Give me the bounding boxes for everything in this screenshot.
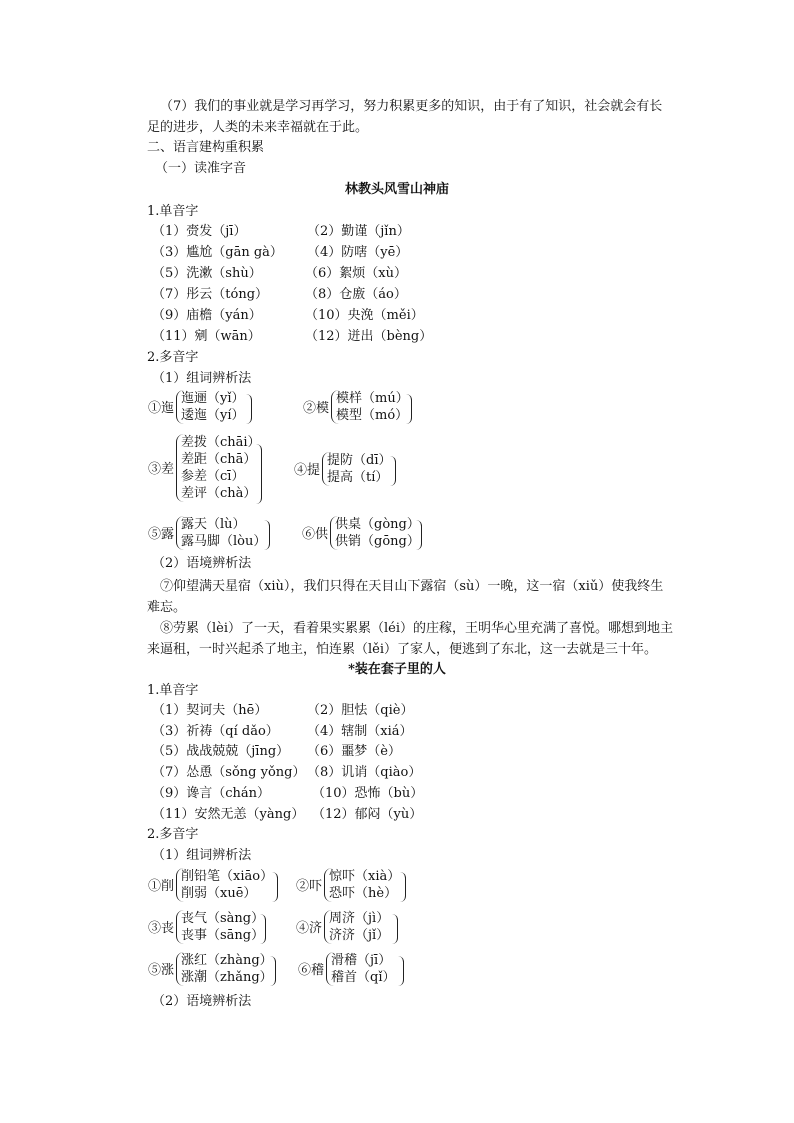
- lesson2-single-heading: 1.单音字: [147, 683, 199, 698]
- group-key: ⑤涨: [148, 963, 175, 978]
- brace-close: [390, 456, 396, 486]
- lesson2-word: （4）辖制（xiá）: [307, 724, 413, 739]
- lesson2-word: （9）谗言（chán）: [152, 786, 271, 801]
- group-item: 差距（chā）: [181, 452, 257, 467]
- lesson1-single-heading: 1.单音字: [147, 204, 199, 219]
- group-key: ②模: [303, 401, 330, 416]
- lesson2-word: （6）噩梦（è）: [307, 744, 401, 759]
- group-item: 削铅笔（xiāo）: [181, 869, 274, 884]
- lesson1-word: （6）絮烦（xù）: [305, 266, 407, 281]
- brace-close: [246, 394, 252, 424]
- group-item: 稽首（qǐ）: [331, 970, 396, 985]
- lesson1-method2: （2）语境辨析法: [152, 556, 252, 571]
- lesson2-title: *装在套子里的人: [348, 662, 446, 677]
- lesson1-word: （7）彤云（tóng）: [152, 287, 269, 302]
- group-item: 差评（chà）: [181, 486, 257, 501]
- lesson2-word: （8）讥诮（qiào）: [307, 765, 422, 780]
- group-item: 参差（cī）: [181, 469, 245, 484]
- brace-close: [260, 914, 266, 944]
- lesson1-word: （1）赍发（jī）: [152, 224, 247, 239]
- group-item: 供销（gōng）: [335, 534, 420, 549]
- group-key: ⑤露: [148, 527, 175, 542]
- group-item: 露马脚（lòu）: [181, 534, 267, 549]
- intro-paragraph: （7）我们的事业就是学习再学习，努力积累更多的知识，由于有了知识，社会就会有长足的进步，人类的未来幸福就在于此。: [147, 99, 663, 135]
- group-key: ⑥稽: [298, 963, 325, 978]
- group-item: 模样（mú）: [336, 391, 409, 406]
- group-item: 恐吓（hè）: [329, 886, 398, 901]
- lesson2-word: （5）战战兢兢（jīng）: [152, 744, 290, 759]
- group-item: 滑稽（jī）: [331, 953, 392, 968]
- brace-close: [406, 394, 412, 424]
- group-item: 提高（tí）: [327, 470, 389, 485]
- brace-close: [400, 872, 406, 902]
- group-item: 周济（jì）: [329, 911, 390, 926]
- subsection-heading: （一）读准字音: [155, 161, 247, 176]
- group-key: ①削: [148, 879, 175, 894]
- brace-close: [416, 520, 422, 550]
- group-item: 丧事（sāng）: [181, 928, 265, 943]
- group-item: 惊吓（xià）: [329, 869, 401, 884]
- lesson2-word: （1）契诃夫（hē）: [152, 703, 268, 718]
- lesson2-word: （3）祈祷（qí dǎo）: [152, 724, 279, 739]
- group-item: 济济（jǐ）: [329, 928, 390, 943]
- lesson1-word: （4）防嗐（yē）: [307, 245, 409, 260]
- group-key: ①迤: [148, 401, 175, 416]
- brace-close: [264, 520, 270, 550]
- lesson2-word: （2）胆怯（qiè）: [307, 703, 414, 718]
- group-item: 逶迤（yí）: [181, 408, 245, 423]
- group-item: 削弱（xuē）: [181, 886, 257, 901]
- brace-close: [272, 872, 278, 902]
- group-item: 模型（mó）: [336, 408, 409, 423]
- lesson1-word: （5）洗漱（shù）: [152, 266, 262, 281]
- brace-close: [392, 914, 398, 944]
- lesson1-word: （11）剜（wān）: [152, 329, 261, 344]
- lesson1-word: （9）庙檐（yán）: [152, 308, 262, 323]
- brace-close: [270, 956, 276, 986]
- lesson1-context-7: ⑦仰望满天星宿（xiù），我们只得在天目山下露宿（sù）一晚，这一宿（xiǔ）使我终生难忘。: [147, 579, 664, 615]
- group-item: 差拨（chāi）: [181, 435, 261, 450]
- group-item: 丧气（sàng）: [181, 911, 265, 926]
- lesson2-word: （7）怂恿（sǒng yǒng）: [152, 765, 306, 780]
- lesson2-method1: （1）组词辨析法: [152, 848, 252, 863]
- brace-close: [398, 956, 404, 986]
- group-item: 提防（dī）: [327, 453, 392, 468]
- group-item: 迤逦（yǐ）: [181, 391, 245, 406]
- lesson2-word: （11）安然无恙（yàng）: [152, 807, 305, 822]
- group-item: 涨潮（zhǎng）: [181, 970, 273, 985]
- lesson1-word: （10）央浼（měi）: [305, 308, 424, 323]
- lesson1-word: （12）迸出（bèng）: [305, 329, 433, 344]
- group-key: ②吓: [296, 879, 323, 894]
- lesson2-method2: （2）语境辨析法: [152, 994, 252, 1009]
- lesson1-method1: （1）组词辨析法: [152, 371, 252, 386]
- group-key: ④提: [294, 463, 321, 478]
- lesson1-word: （3）尴尬（gān gà）: [152, 245, 283, 260]
- lesson2-multi-heading: 2.多音字: [147, 827, 199, 842]
- group-key: ④济: [296, 921, 323, 936]
- lesson1-word: （8）仓廒（áo）: [305, 287, 407, 302]
- lesson1-context-8: ⑧劳累（lèi）了一天，看着果实累累（léi）的庄稼，王明华心里充满了喜悦。哪想到地主来逼租，一时兴起杀了地主，怕连累（lěi）了家人，便逃到了东北，这一去就是三十年。: [147, 621, 674, 657]
- lesson2-word: （10）恐怖（bù）: [312, 786, 424, 801]
- lesson1-multi-heading: 2.多音字: [147, 350, 199, 365]
- group-item: 露天（lù）: [181, 517, 246, 532]
- lesson2-word: （12）郁闷（yù）: [312, 807, 423, 822]
- brace-close: [256, 444, 262, 504]
- group-key: ③丧: [148, 921, 175, 936]
- section-heading: 二、语言建构重积累: [147, 140, 265, 155]
- lesson1-word: （2）勤谨（jǐn）: [307, 224, 410, 239]
- lesson1-title: 林教头风雪山神庙: [344, 182, 449, 197]
- group-item: 供桌（gòng）: [335, 517, 420, 532]
- group-item: 涨红（zhàng）: [181, 953, 273, 968]
- group-key: ③差: [148, 462, 175, 477]
- group-key: ⑥供: [302, 527, 329, 542]
